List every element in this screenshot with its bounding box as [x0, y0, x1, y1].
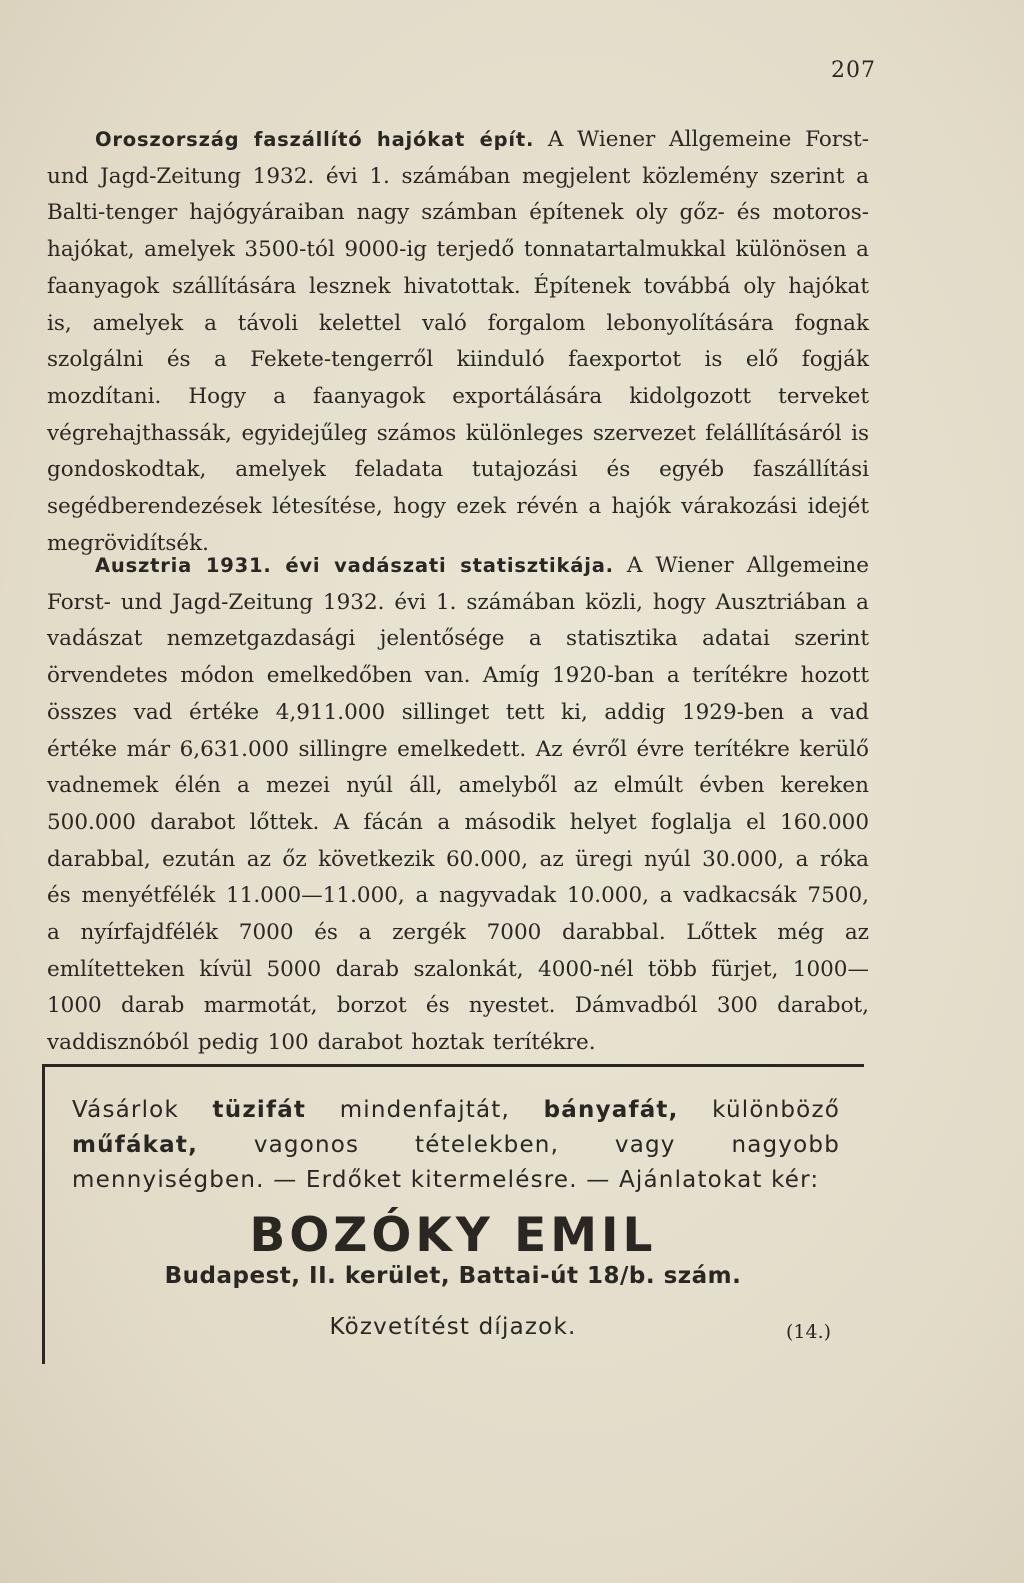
ad-text-part: vagonos tételekben, vagy nagyobb mennyiségben. — Erdőket kitermelésre. — Ajánlatokat kér: [72, 1132, 840, 1193]
ad-text-part: mindenfajtát, [306, 1097, 544, 1123]
article-body: A Wiener Allgemeine Forst- und Jagd-Zeitung 1932. évi 1. számában megjelent közlemény szerint a Balti-tenger hajógyáraiban nagy számban építenek oly gőz- és motoros-hajókat, amelyek 3500-tól 9000-ig terjedő tonnatartalmukkal különösen a faanyagok szállítására lesznek hivatottak. Építenek továbbá oly hajókat is, amelyek a távoli kelettel való forgalom lebonyolítására fognak szolgálni és a Fekete-tengerről kiinduló faexportot is elő fogják mozdítani. Hogy a faanyagok exportálására kidolgozott terveket végrehajthassák, egyidejűleg számos különleges szervezet felállításáról is gondoskodtak, amelyek feladata tutajozási és egyéb faszállítási segédberendezések létesítése, hogy ezek révén a hajók várakozási idejét megrövidítsék. [47, 127, 869, 556]
ad-text-part: különböző [678, 1097, 840, 1123]
ad-emphasis: bányafát, [543, 1097, 679, 1123]
advertisement-code: (14.) [786, 1321, 832, 1343]
advertisement-note: Közvetítést díjazok. [329, 1314, 577, 1340]
article-paragraph [47, 548, 869, 1062]
article-body: A Wiener Allgemeine Forst- und Jagd-Zeitung 1932. évi 1. számában közli, hogy Ausztriában a vadászat nemzetgazdasági jelentősége a statisztika adatai szerint örvendetes módon emelkedőben van. Amíg 1920-ban a terítékre hozott összes vad értéke 4,911.000 sillinget tett ki, addig 1929-ben a vad értéke már 6,631.000 sillingre emelkedett. Az évről évre terítékre kerülő vadnemek élén a mezei nyúl áll, amelyből az elmúlt évben kereken 500.000 darabot lőttek. A fácán a második helyet foglalja el 160.000 darabbal, ezután az őz következik 60.000, az üregi nyúl 30.000, a róka és menyétfélék 11.000—11.000, a nagyvadak 10.000, a vadkacsák 7500, a nyírfajdfélék 7000 és a zergék 7000 darabbal. Lőttek még az említetteken kívül 5000 darab szalonkát, 4000-nél több fürjet, 1000—1000 darab marmotát, borzot és nyestet. Dámvadból 300 darabot, vaddisznóból pedig 100 darabot hoztak terítékre. [47, 553, 869, 1056]
article-heading: Oroszország faszállító hajókat épít. [95, 128, 535, 151]
advertiser-name: BOZÓKY EMIL [249, 1208, 657, 1263]
page-number: 207 [831, 58, 876, 83]
ad-text-part: Vásárlok [72, 1097, 213, 1123]
ad-emphasis: műfákat, [72, 1132, 199, 1158]
ad-emphasis: tüzifát [212, 1097, 307, 1123]
article-paragraph [47, 122, 869, 562]
advertiser-address: Budapest, II. kerület, Battai-út 18/b. szám. [164, 1263, 742, 1289]
article-heading: Ausztria 1931. évi vadászati statisztikája. [95, 554, 614, 577]
advertisement-text [72, 1093, 840, 1198]
